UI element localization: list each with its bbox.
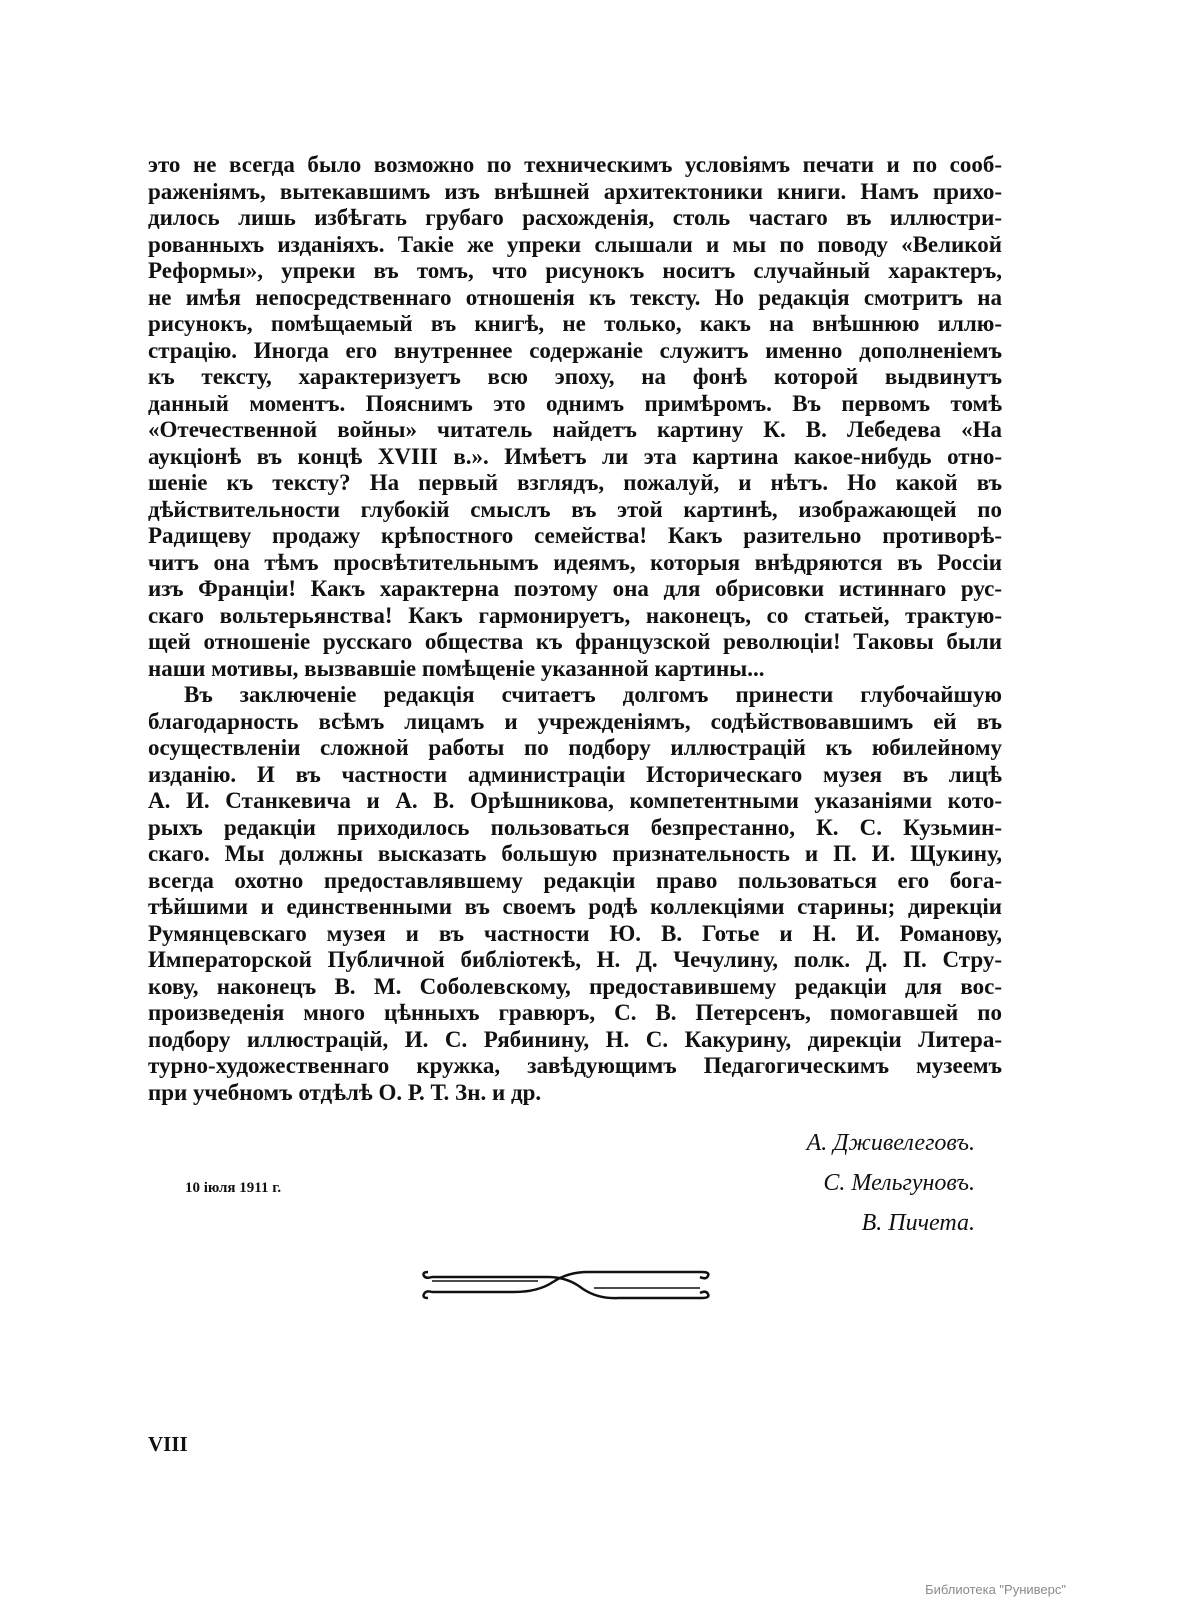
text-line: изъ Франціи! Какъ характерна поэтому она для обрисовки истиннаго рус- bbox=[148, 576, 1002, 601]
text-line: А. И. Станкевича и А. В. Орѣшникова, компетентными указаніями кото- bbox=[148, 788, 1002, 813]
text-line: раженіямъ, вытекавшимъ изъ внѣшней архитектоники книги. Намъ прихо- bbox=[148, 178, 1002, 204]
text-line: «Отечественной войны» читатель найдетъ картину К. В. Лебедева «На bbox=[148, 417, 1002, 442]
text-line: Румянцевскаго музея и въ частности Ю. В. Готье и Н. И. Романову, bbox=[148, 920, 1002, 946]
text-line: осуществленіи сложной работы по подбору иллюстрацій къ юбилейному bbox=[148, 735, 1002, 760]
text-line: подбору иллюстрацій, И. С. Рябинину, Н. С. Какурину, дирекціи Литера- bbox=[148, 1026, 1002, 1052]
text-line: данный моментъ. Пояснимъ это однимъ примѣромъ. Въ первомъ томѣ bbox=[148, 390, 1002, 416]
page-number: VIII bbox=[148, 1432, 188, 1456]
text-line: это не всегда было возможно по техническимъ условіямъ печати и по сооб- bbox=[148, 152, 1002, 177]
text-line: кову, наконецъ В. М. Соболевскому, предоставившему редакціи для вос- bbox=[148, 973, 1002, 999]
text-line: Реформы», упреки въ томъ, что рисунокъ носитъ случайный характеръ, bbox=[148, 258, 1002, 283]
text-line: при учебномъ отдѣлѣ О. Р. Т. Зн. и др. bbox=[148, 1079, 542, 1105]
text-line: Императорской Публичной библіотекѣ, Н. Д. Чечулину, полк. Д. П. Стру- bbox=[148, 947, 1002, 972]
text-line: Радищеву продажу крѣпостного семейства! Какъ разительно противорѣ- bbox=[148, 523, 1002, 548]
text-line: дилось лишь избѣгать грубаго расхожденія, столь частаго въ иллюстри- bbox=[148, 205, 1002, 230]
signature-melgunov: С. Мельгуновъ. bbox=[823, 1170, 975, 1196]
ornament-divider-icon bbox=[418, 1262, 714, 1306]
text-line: скаго вольтерьянства! Какъ гармонируетъ, наконецъ, со статьей, трактую- bbox=[148, 602, 1002, 628]
signature-dzhivelegov: А. Дживелеговъ. bbox=[806, 1130, 975, 1156]
text-line: щей отношеніе русскаго общества къ французской революціи! Таковы были bbox=[148, 629, 1002, 654]
body-text bbox=[148, 152, 1002, 1106]
text-line: аукціонѣ въ концѣ XVIII в.». Имѣетъ ли эта картина какое-нибудь отно- bbox=[148, 443, 1002, 469]
text-line: наши мотивы, вызвавшіе помѣщеніе указанной картины... bbox=[148, 655, 765, 681]
text-line: благодарность всѣмъ лицамъ и учрежденіямъ, содѣйствовавшимъ ей въ bbox=[148, 708, 1002, 734]
text-line: дѣйствительности глубокій смыслъ въ этой картинѣ, изображающей по bbox=[148, 496, 1002, 522]
text-line: Въ заключеніе редакція считаетъ долгомъ принести глубочайшую bbox=[184, 682, 1002, 707]
date: 10 іюля 1911 г. bbox=[185, 1180, 282, 1196]
text-line: читъ она тѣмъ просвѣтительнымъ идеямъ, которыя внѣдряются въ Россіи bbox=[148, 549, 1002, 575]
text-line: всегда охотно предоставлявшему редакціи право пользоваться его бога- bbox=[148, 867, 1002, 893]
text-line: не имѣя непосредственнаго отношенія къ тексту. Но редакція смотритъ на bbox=[148, 284, 1002, 310]
text-line: тѣйшими и единственными въ своемъ родѣ коллекціями старины; дирекціи bbox=[148, 894, 1002, 919]
text-line: скаго. Мы должны высказать большую признательность и П. И. Щукину, bbox=[148, 841, 1002, 866]
text-line: къ тексту, характеризуетъ всю эпоху, на фонѣ которой выдвинутъ bbox=[148, 364, 1002, 389]
text-line: произведенія много цѣнныхъ гравюръ, С. В. Петерсенъ, помогавшей по bbox=[148, 1000, 1002, 1025]
text-line: турно-художественнаго кружка, завѣдующимъ Педагогическимъ музеемъ bbox=[148, 1053, 1002, 1078]
text-line: шеніе къ тексту? На первый взглядъ, пожалуй, и нѣтъ. Но какой въ bbox=[148, 470, 1002, 495]
text-line: рыхъ редакціи приходилось пользоваться безпрестанно, К. С. Кузьмин- bbox=[148, 814, 1002, 840]
library-watermark: Библиотека "Руниверс" bbox=[925, 1582, 1066, 1597]
text-line: страцію. Иногда его внутреннее содержаніе служитъ именно дополненіемъ bbox=[148, 337, 1002, 363]
text-line: изданію. И въ частности администраціи Историческаго музея въ лицѣ bbox=[148, 761, 1002, 787]
signature-picheta: В. Пичета. bbox=[861, 1210, 975, 1236]
text-line: рисунокъ, помѣщаемый въ книгѣ, не только, какъ на внѣшнюю иллю- bbox=[148, 311, 1002, 336]
text-line: рованныхъ изданіяхъ. Такіе же упреки слышали и мы по поводу «Великой bbox=[148, 231, 1002, 257]
